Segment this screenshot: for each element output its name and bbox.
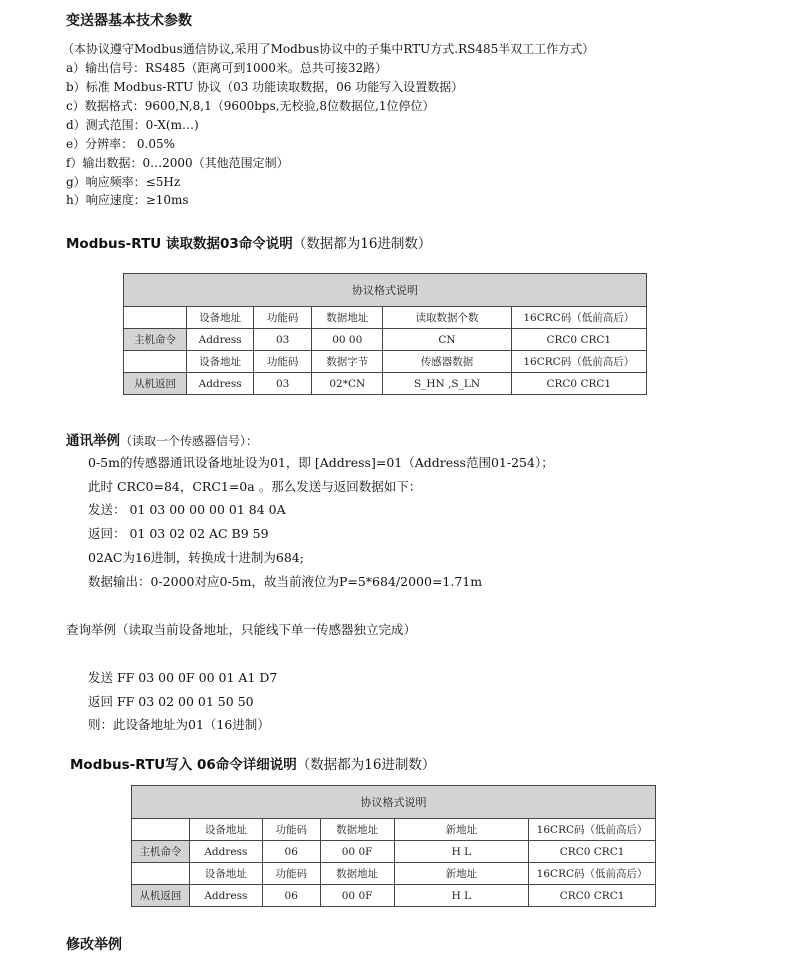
table-header: 协议格式说明 [132,786,656,819]
table-cell: 设备地址 [187,351,254,373]
section-read-note: （数据都为16进制数） [292,236,432,252]
table-cell: 数据地址 [320,819,394,841]
table-cell: 16CRC码（低前高后） [511,351,646,373]
table-cell: 03 [254,329,312,351]
table-cell: 设备地址 [187,307,254,329]
table-cell: 传感器数据 [383,351,511,373]
query-title: 查询举例（读取当前设备地址，只能线下单一传感器独立完成） [66,622,417,637]
param-g: g）响应频率：≤5Hz [66,175,181,189]
query-line: 发送 FF 03 00 0F 00 01 A1 D7 [88,670,278,685]
table-header: 协议格式说明 [124,274,647,307]
table-cell: 00 00 [312,329,383,351]
table-cell: 00 0F [320,885,394,907]
table-cell: Address [189,885,262,907]
section-write-note: （数据都为16进制数） [296,757,436,773]
table-cell: 功能码 [262,863,320,885]
table-cell: 16CRC码（低前高后） [529,819,656,841]
table-cell: 00 0F [320,841,394,863]
table-cell: Address [187,373,254,395]
table-cell: 16CRC码（低前高后） [511,307,646,329]
intro-text: （本协议遵守Modbus通信协议,采用了Modbus协议中的子集中RTU方式.RS485半双工工作方式） [62,42,595,56]
section-write-heading [70,753,435,773]
write-protocol-table [131,785,656,907]
table-cell: 功能码 [254,307,312,329]
example-title: 通讯举例 [66,433,120,449]
table-cell: 06 [262,841,320,863]
table-cell: 02*CN [312,373,383,395]
param-d: d）测式范围：0-X(m…) [66,118,199,132]
row-label-slave: 从机返回 [132,885,190,907]
query-line: 返回 FF 03 02 00 01 50 50 [88,694,254,709]
example-note: （读取一个传感器信号）： [120,434,259,448]
param-f: f）输出数据：0…2000（其他范围定制） [66,156,289,170]
table-cell: 数据字节 [312,351,383,373]
example-heading [66,429,258,449]
table-cell: 新地址 [394,863,529,885]
table-cell: Address [189,841,262,863]
table-cell: H L [394,885,529,907]
table-cell: Address [187,329,254,351]
table-cell: 功能码 [262,819,320,841]
example-line: 返回： 01 03 02 02 AC B9 59 [88,526,269,541]
table-cell: 设备地址 [189,863,262,885]
example-line: 此时 CRC0=84，CRC1=0a 。那么发送与返回数据如下： [88,479,422,494]
param-a: a）输出信号：RS485（距离可到1000米。总共可接32路） [66,61,388,75]
page-title: 变送器基本技术参数 [66,13,192,29]
table-cell: 数据地址 [312,307,383,329]
row-label-master: 主机命令 [124,329,187,351]
table-cell: CRC0 CRC1 [529,841,656,863]
table-cell: 功能码 [254,351,312,373]
section-read-heading [66,232,431,252]
table-cell: 数据地址 [320,863,394,885]
row-label-master: 主机命令 [132,841,190,863]
table-cell: 06 [262,885,320,907]
table-cell: CRC0 CRC1 [511,373,646,395]
section-write-title: Modbus-RTU写入 06命令详细说明 [70,757,297,773]
example-line: 数据输出：0-2000对应0-5m，故当前液位为P=5*684/2000=1.71m [88,574,483,589]
table-cell: 16CRC码（低前高后） [529,863,656,885]
table-cell: CRC0 CRC1 [529,885,656,907]
table-cell: 读取数据个数 [383,307,511,329]
param-h: h）响应速度：≥10ms [66,193,189,207]
example-line: 02AC为16进制，转换成十进制为684; [88,550,304,565]
param-e: e）分辨率： 0.05% [66,137,176,151]
table-cell: 设备地址 [189,819,262,841]
table-cell: H L [394,841,529,863]
example-line: 0-5m的传感器通讯设备地址设为01，即 [Address]=01（Address范围01-254）； [88,455,554,470]
modify-title: 修改举例 [66,937,122,953]
example-line: 发送： 01 03 00 00 00 01 84 0A [88,502,286,517]
read-protocol-table [123,273,647,395]
table-cell: 03 [254,373,312,395]
section-read-title: Modbus-RTU 读取数据03命令说明 [66,236,293,252]
param-c: c）数据格式：9600,N,8,1（9600bps,无校验,8位数据位,1位停位） [66,99,435,113]
table-cell: S_HN ,S_LN [383,373,511,395]
table-cell: CRC0 CRC1 [511,329,646,351]
row-label-slave: 从机返回 [124,373,187,395]
table-cell: 新地址 [394,819,529,841]
table-cell: CN [383,329,511,351]
query-line: 则：此设备地址为01（16进制） [88,717,270,732]
param-b: b）标准 Modbus-RTU 协议（03 功能读取数据，06 功能写入设置数据） [66,80,464,94]
